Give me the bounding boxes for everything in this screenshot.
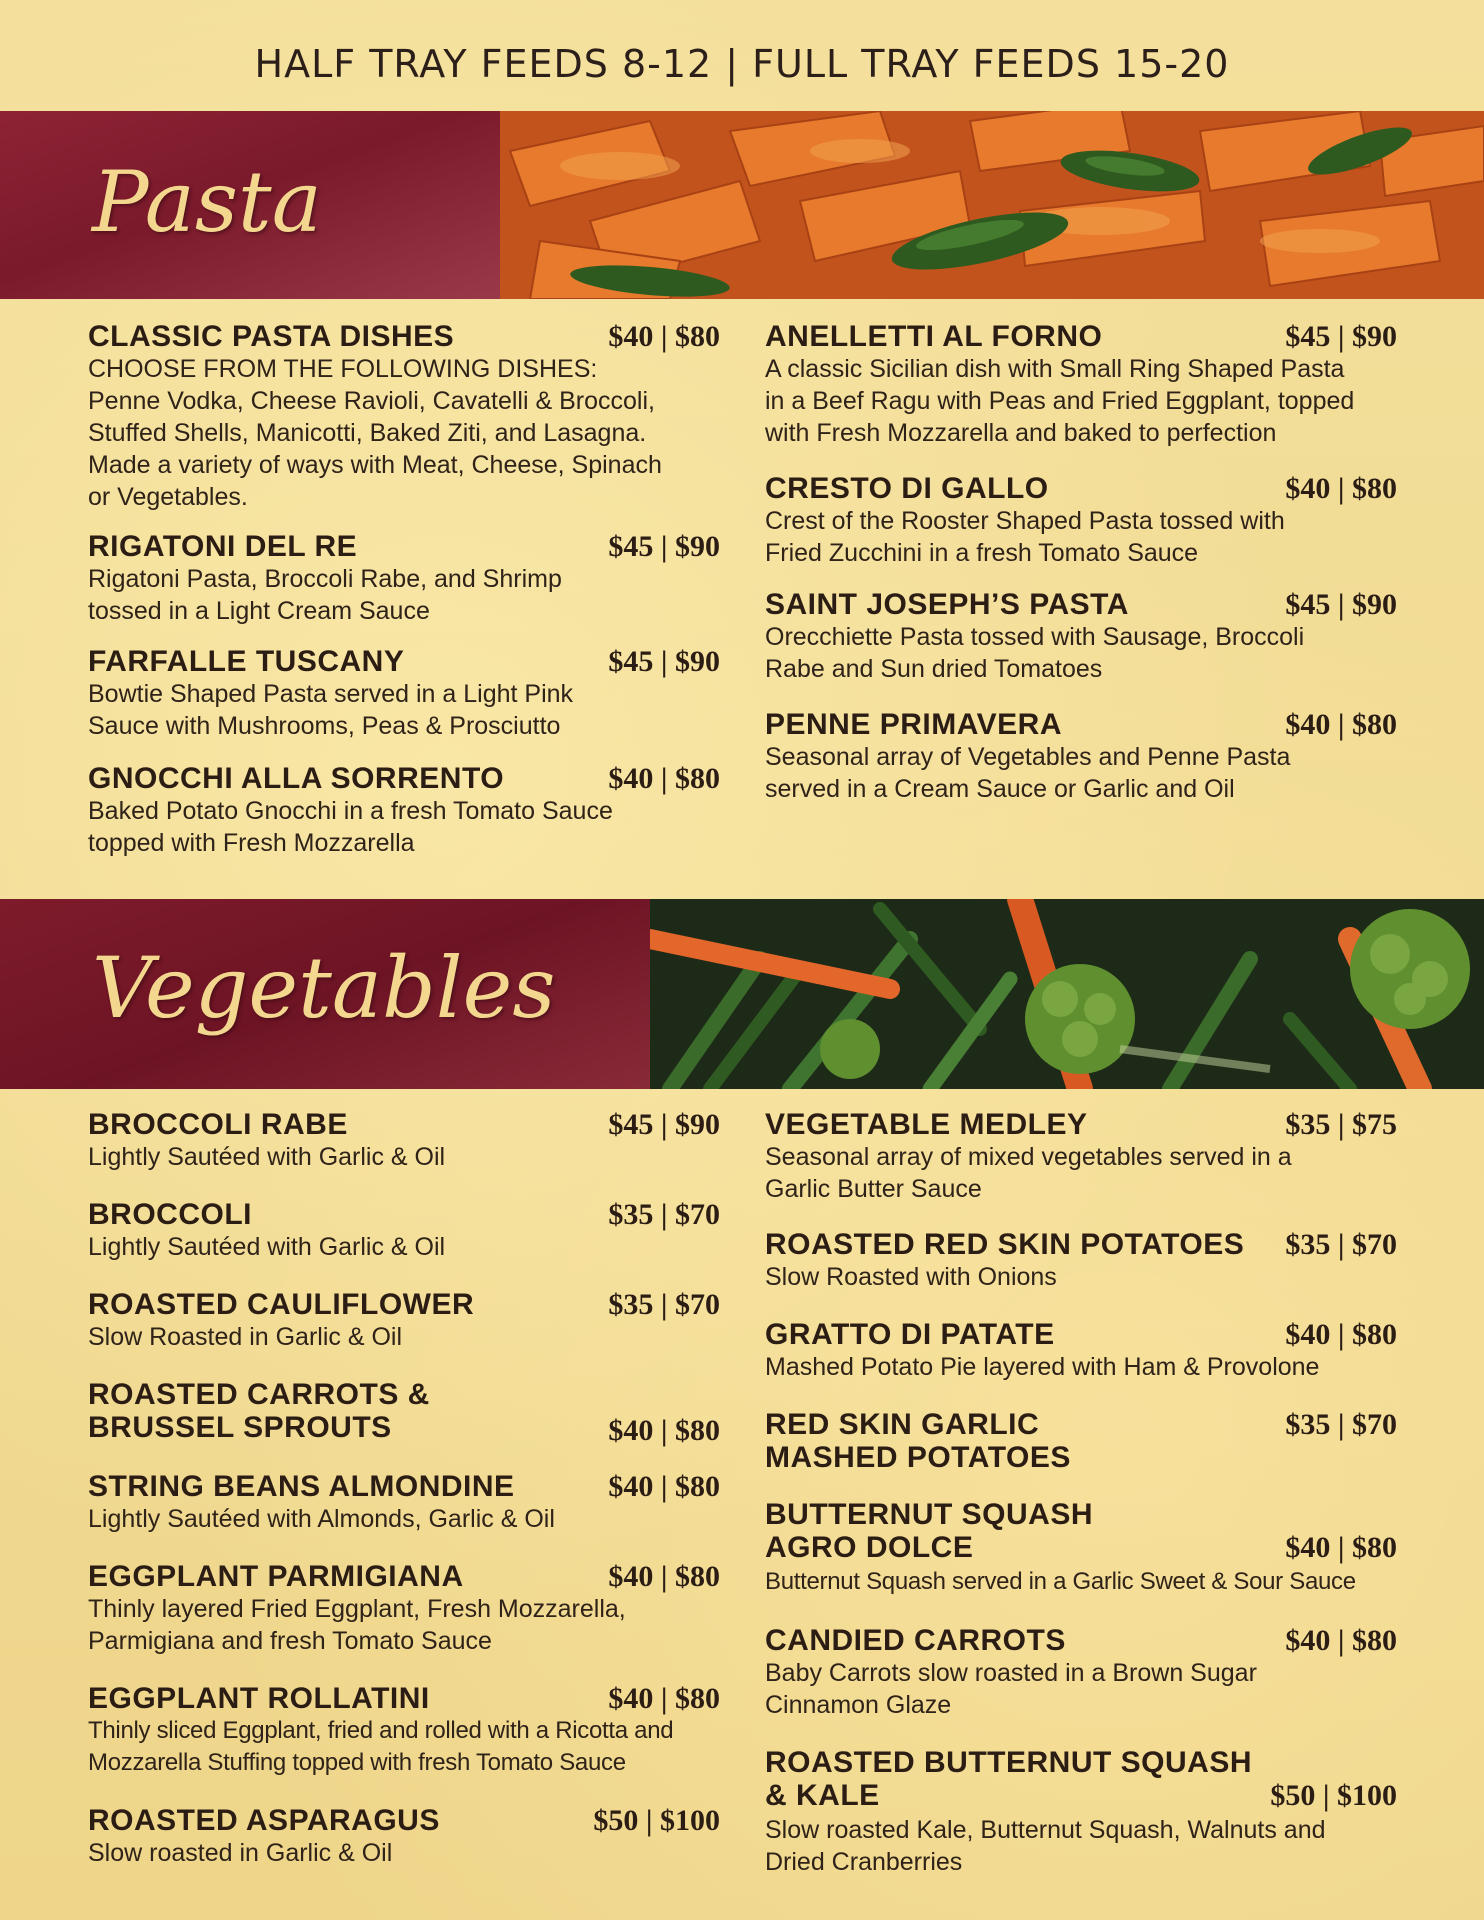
dish-name: EGGPLANT ROLLATINI: [88, 1682, 430, 1715]
dish-description: Thinly sliced Eggplant, fried and rolled with a Ricotta and Mozzarella Stuffing topped with fresh Tomato Sauce: [88, 1717, 674, 1776]
dish-name: RED SKIN GARLIC MASHED POTATOES: [765, 1408, 1071, 1474]
vegetables-section-title: Vegetables: [92, 939, 556, 1037]
tray-size-header: HALF TRAY FEEDS 8-12 | FULL TRAY FEEDS 15-20: [254, 42, 1230, 86]
dish-description: Slow Roasted with Onions: [765, 1263, 1057, 1291]
dish-name: CLASSIC PASTA DISHES: [88, 320, 455, 353]
dish-name: ROASTED RED SKIN POTATOES: [765, 1228, 1245, 1261]
dish-name: RIGATONI DEL RE: [88, 530, 358, 563]
dish-price: $35 | $75: [1285, 1108, 1397, 1141]
dish-name: EGGPLANT PARMIGIANA: [88, 1560, 464, 1593]
dish-price: $40 | $80: [1285, 1318, 1397, 1351]
pasta-left-column: [88, 320, 720, 865]
dish-name: ROASTED ASPARAGUS: [88, 1804, 440, 1837]
dish-price: $40 | $80: [608, 1560, 720, 1593]
dish-price: $40 | $80: [1285, 708, 1397, 741]
vegetables-left-column: [88, 1108, 720, 1868]
dish-description: Lightly Sautéed with Garlic & Oil: [88, 1143, 446, 1171]
dish-price: $40 | $80: [608, 1414, 720, 1447]
dish-name: SAINT JOSEPH’S PASTA: [765, 588, 1129, 621]
dish-name: ROASTED CARROTS & BRUSSEL SPROUTS: [88, 1378, 430, 1444]
pasta-right-column: [765, 320, 1397, 820]
dish-description: A classic Sicilian dish with Small Ring Shaped Pasta in a Beef Ragu with Peas and Fried Eggplant, topped with Fresh Mozzarella and baked to perfection: [765, 355, 1355, 447]
dish-price: $45 | $90: [608, 645, 720, 678]
pasta-section-title: Pasta: [92, 153, 322, 251]
dish-description: Crest of the Rooster Shaped Pasta tossed with Fried Zucchini in a fresh Tomato Sauce: [765, 507, 1285, 567]
dish-name: CRESTO DI GALLO: [765, 472, 1049, 505]
dish-price: $40 | $80: [608, 1470, 720, 1503]
dish-description: Butternut Squash served in a Garlic Sweet & Sour Sauce: [765, 1568, 1356, 1595]
dish-price: $35 | $70: [1285, 1408, 1397, 1441]
dish-name: GRATTO DI PATATE: [765, 1318, 1055, 1351]
dish-description: Slow roasted Kale, Butternut Squash, Walnuts and Dried Cranberries: [765, 1816, 1326, 1876]
dish-price: $40 | $80: [1285, 1531, 1397, 1564]
dish-price: $45 | $90: [1285, 320, 1397, 353]
dish-price: $40 | $80: [608, 320, 720, 353]
dish-name: FARFALLE TUSCANY: [88, 645, 405, 678]
dish-description: Slow Roasted in Garlic & Oil: [88, 1323, 403, 1351]
dish-price: $40 | $80: [608, 1682, 720, 1715]
dish-description: Baby Carrots slow roasted in a Brown Sugar Cinnamon Glaze: [765, 1659, 1257, 1719]
dish-price: $45 | $90: [608, 530, 720, 563]
dish-description: Thinly layered Fried Eggplant, Fresh Mozzarella, Parmigiana and fresh Tomato Sauce: [88, 1595, 626, 1655]
dish-description: Bowtie Shaped Pasta served in a Light Pink Sauce with Mushrooms, Peas & Prosciutto: [88, 680, 574, 740]
dish-description: Rigatoni Pasta, Broccoli Rabe, and Shrimp tossed in a Light Cream Sauce: [88, 565, 562, 625]
dish-name: STRING BEANS ALMONDINE: [88, 1470, 515, 1503]
dish-description: Orecchiette Pasta tossed with Sausage, Broccoli Rabe and Sun dried Tomatoes: [765, 623, 1305, 683]
dish-name: ROASTED CAULIFLOWER: [88, 1288, 475, 1321]
vegetables-banner: [0, 899, 1484, 1089]
dish-price: $50 | $100: [1270, 1779, 1397, 1812]
dish-price: $40 | $80: [608, 762, 720, 795]
vegetables-right-column: [765, 1108, 1397, 1878]
dish-name: BUTTERNUT SQUASH AGRO DOLCE: [765, 1498, 1093, 1564]
dish-price: $45 | $90: [1285, 588, 1397, 621]
dish-price: $35 | $70: [608, 1288, 720, 1321]
dish-description: Lightly Sautéed with Almonds, Garlic & Oil: [88, 1505, 555, 1533]
dish-name: BROCCOLI: [88, 1198, 252, 1231]
dish-price: $40 | $80: [1285, 472, 1397, 505]
dish-description: Seasonal array of Vegetables and Penne Pasta served in a Cream Sauce or Garlic and Oil: [765, 743, 1291, 803]
dish-name: GNOCCHI ALLA SORRENTO: [88, 762, 505, 795]
dish-description: Baked Potato Gnocchi in a fresh Tomato Sauce topped with Fresh Mozzarella: [88, 797, 613, 857]
dish-name: ANELLETTI AL FORNO: [765, 320, 1103, 353]
dish-price: $35 | $70: [1285, 1228, 1397, 1261]
dish-description: CHOOSE FROM THE FOLLOWING DISHES: Penne Vodka, Cheese Ravioli, Cavatelli & Broccoli, Stuffed Shells, Manicotti, Baked Ziti, and Lasagna. Made a variety of ways with Meat, Cheese, Spinach or Vegetables.: [88, 355, 662, 511]
pasta-banner: [0, 111, 1484, 299]
dish-price: $50 | $100: [593, 1804, 720, 1837]
dish-price: $40 | $80: [1285, 1624, 1397, 1657]
dish-price: $35 | $70: [608, 1198, 720, 1231]
dish-description: Slow roasted in Garlic & Oil: [88, 1839, 393, 1867]
dish-description: Lightly Sautéed with Garlic & Oil: [88, 1233, 446, 1261]
dish-name: VEGETABLE MEDLEY: [765, 1108, 1088, 1141]
dish-name: BROCCOLI RABE: [88, 1108, 348, 1141]
dish-description: Seasonal array of mixed vegetables served in a Garlic Butter Sauce: [765, 1143, 1292, 1203]
dish-price: $45 | $90: [608, 1108, 720, 1141]
dish-name: ROASTED BUTTERNUT SQUASH & KALE: [765, 1746, 1253, 1812]
dish-name: PENNE PRIMAVERA: [765, 708, 1062, 741]
pasta-photo: [500, 111, 1484, 299]
dish-name: CANDIED CARROTS: [765, 1624, 1066, 1657]
vegetables-photo: [650, 899, 1484, 1089]
dish-description: Mashed Potato Pie layered with Ham & Provolone: [765, 1353, 1320, 1381]
